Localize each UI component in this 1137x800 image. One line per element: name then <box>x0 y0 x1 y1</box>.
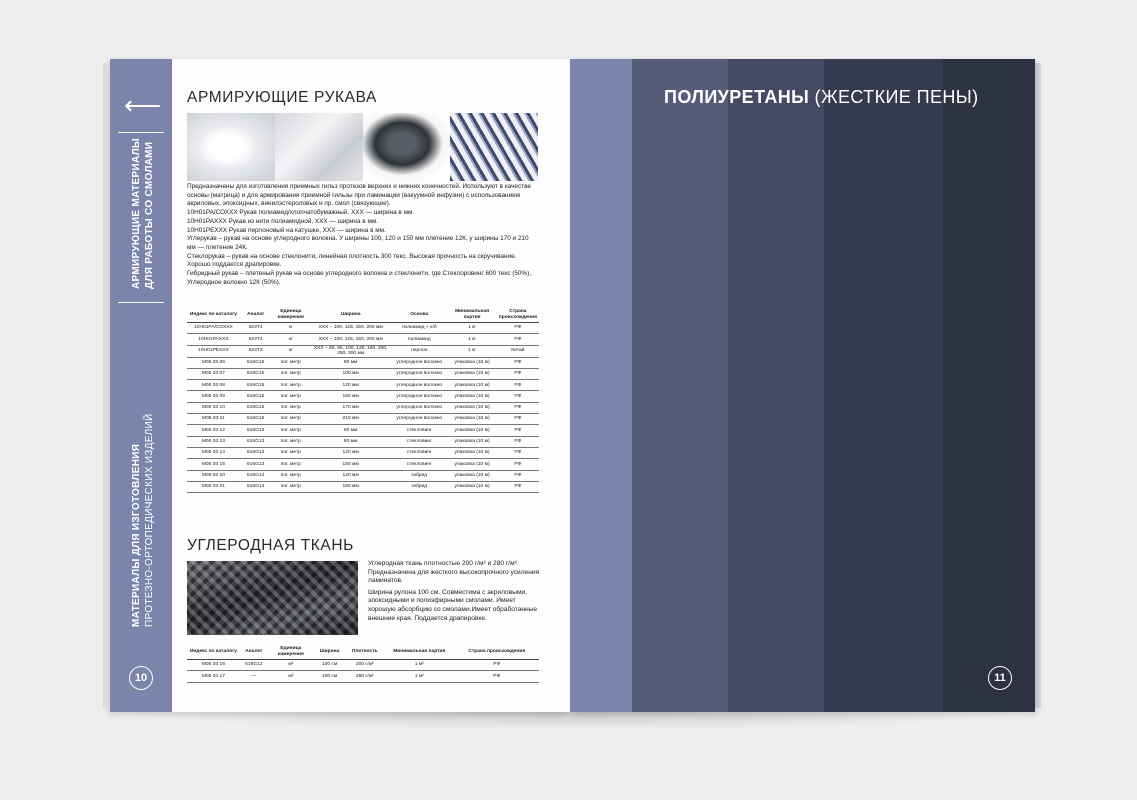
table-row <box>187 323 539 334</box>
white-sleeve-roll-image <box>187 113 275 181</box>
table-cell: 210 мм <box>310 414 391 425</box>
table-header-cell: Основа <box>391 308 447 323</box>
table-cell: пог. метр <box>271 447 310 458</box>
table-cell: 150 мм <box>310 481 391 492</box>
table-cell: М05 03 13 <box>187 436 240 447</box>
table-cell: ХХХ – 100, 125, 150, 200 мм <box>310 334 391 345</box>
sidebar-divider <box>118 302 164 303</box>
table-cell: стекловинг <box>391 447 447 458</box>
table-cell: РФ <box>497 425 539 436</box>
table-cell: М05 03 09 <box>187 391 240 402</box>
table-cell: 100 мм <box>310 368 391 379</box>
table-cell: углеродное волокно <box>391 391 447 402</box>
table-cell: углеродное волокно <box>391 380 447 391</box>
table-cell: — <box>240 671 268 682</box>
table-cell: упаковка (10 м) <box>447 481 496 492</box>
table-cell: 1 кг <box>447 323 496 334</box>
table-header-row <box>187 645 539 660</box>
table-cell: М05 03 16 <box>187 660 240 671</box>
table-cell: 150 мм <box>310 459 391 470</box>
table-cell: пог. метр <box>271 425 310 436</box>
table-cell: 616G13 <box>240 425 272 436</box>
carbon-title: УГЛЕРОДНАЯ ТКАНЬ <box>187 537 354 554</box>
table-cell: пог. метр <box>271 391 310 402</box>
table-cell: ХХХ – 100, 125, 150, 200 мм <box>310 323 391 334</box>
section-prosthetic-line2: ПРОТЕЗНО-ОРТОПЕДИЧЕСКИХ ИЗДЕЛИЙ <box>144 413 155 627</box>
table-cell: РФ <box>497 391 539 402</box>
table-cell: м² <box>268 671 314 682</box>
table-row <box>187 470 539 481</box>
table-cell: 120 мм <box>310 447 391 458</box>
table-cell: М05 03 20 <box>187 470 240 481</box>
table-cell: пог. метр <box>271 380 310 391</box>
table-cell: М05 03 06 <box>187 357 240 368</box>
table-cell: кг <box>271 334 310 345</box>
desc-paragraph: Стеклорукав – рукав на основе стеклонити, линейная плотность 300 текс. Высокая прочность на скручивание. Хорошо поддается драпировке. <box>187 252 517 269</box>
table-cell: кг <box>271 345 310 357</box>
table-cell: кг <box>271 323 310 334</box>
table-cell: 120 мм <box>310 470 391 481</box>
color-stripes <box>570 59 1035 712</box>
table-cell: 616G15 <box>240 414 272 425</box>
table-cell: РФ <box>454 660 539 671</box>
table-row <box>187 660 539 671</box>
table-cell: пог. метр <box>271 481 310 492</box>
table-cell: пог. метр <box>271 414 310 425</box>
carbon-sleeve-image <box>363 113 451 181</box>
table-cell: полиамид + х/б <box>391 323 447 334</box>
table-cell: 10Н01РА/СОХХХ <box>187 323 240 334</box>
sleeves-title: АРМИРУЮЩИЕ РУКАВА <box>187 89 377 106</box>
table-cell: стекловинг <box>391 425 447 436</box>
back-arrow-icon: ⟵ <box>124 90 162 120</box>
table-header-cell: Минимальная партия <box>384 645 454 660</box>
table-cell: упаковка (10 м) <box>447 459 496 470</box>
table-cell: 616G12 <box>240 660 268 671</box>
table-cell: упаковка (10 м) <box>447 391 496 402</box>
left-page <box>110 59 570 712</box>
table-cell: 616G13 <box>240 447 272 458</box>
table-row <box>187 425 539 436</box>
table-row <box>187 391 539 402</box>
table-cell: М05 03 08 <box>187 380 240 391</box>
table-row <box>187 436 539 447</box>
carbon-description <box>368 560 540 626</box>
table-cell: 616G15 <box>240 357 272 368</box>
table-row <box>187 334 539 345</box>
table-cell: РФ <box>497 368 539 379</box>
table-cell: углеродное волокно <box>391 414 447 425</box>
table-cell: РФ <box>497 334 539 345</box>
table-cell: пог. метр <box>271 357 310 368</box>
desc-paragraph: Углерукав – рукав на основе углеродного волокна. У ширины 100, 120 и 150 мм плетение 12К, у ширины 170 и 210 мм — плетение 24К. <box>187 235 529 251</box>
desc-paragraph: Предназначены для изготовления приемных гильз протезов верхних и нижних конечностей. Используют в качестве основы (матрица) и для армирования приемной гильзы при ламинации (вакуумной инфузии) с использованием акриловых, эпоксидных, винилэстероловых и пр. смол (связующее). <box>187 183 531 208</box>
table-cell: 60 мм <box>310 425 391 436</box>
table-cell: упаковка (10 м) <box>447 357 496 368</box>
table-cell: М05 03 17 <box>187 671 240 682</box>
table-header-cell: Минимальная партия <box>447 308 496 323</box>
table-cell: 616G14 <box>240 470 272 481</box>
table-cell: ХХХ – 60, 80, 100, 120, 150, 200, 250, 300 мм <box>310 345 391 357</box>
table-header-cell: Индекс по каталогу <box>187 308 240 323</box>
sidebar-divider <box>118 132 164 133</box>
table-cell: 200 г/м² <box>345 660 384 671</box>
right-page <box>570 59 1035 712</box>
table-cell: 616G13 <box>240 459 272 470</box>
table-row <box>187 345 539 357</box>
table-cell: упаковка (10 м) <box>447 470 496 481</box>
table-cell: Китай <box>497 345 539 357</box>
color-stripe <box>824 59 943 712</box>
table-cell: стекловинг <box>391 459 447 470</box>
desc-paragraph: 10Н01РЕХХХ Рукав перлоновый на катушке, ХХХ — ширина в мм. <box>187 226 386 234</box>
table-cell: 616G15 <box>240 380 272 391</box>
table-cell: перлон <box>391 345 447 357</box>
sleeves-description <box>187 183 539 287</box>
color-stripe <box>632 59 728 712</box>
sleeves-table <box>187 308 539 493</box>
table-header-cell: Единица измерения <box>271 308 310 323</box>
table-cell: упаковка (10 м) <box>447 425 496 436</box>
table-cell: М05 03 07 <box>187 368 240 379</box>
table-header-cell: Страна происхождения <box>454 645 539 660</box>
title-rest-part: (ЖЕСТКИЕ ПЕНЫ) <box>809 87 979 107</box>
table-cell: РФ <box>497 357 539 368</box>
table-cell: 170 мм <box>310 402 391 413</box>
table-cell: 100 см <box>314 671 346 682</box>
table-row <box>187 414 539 425</box>
table-cell: 1 м² <box>384 660 454 671</box>
table-cell: 120 мм <box>310 380 391 391</box>
table-cell: М05 03 12 <box>187 425 240 436</box>
table-cell: РФ <box>497 323 539 334</box>
table-cell: стекловинг <box>391 436 447 447</box>
table-cell: гибрид <box>391 470 447 481</box>
carbon-fabric-image <box>187 561 358 635</box>
table-cell: пог. метр <box>271 436 310 447</box>
desc-paragraph: 10Н01РА/СОХХХ Рукав полиамид/хлопчатобумажный, ХХХ — ширина в мм. <box>187 209 415 217</box>
table-cell: 623Т3 <box>240 345 272 357</box>
table-cell: РФ <box>454 671 539 682</box>
desc-paragraph: 10Н01РАХХХ Рукав из нити полиамидной, ХХХ — ширина в мм. <box>187 217 379 225</box>
table-cell: пог. метр <box>271 368 310 379</box>
table-row <box>187 380 539 391</box>
table-cell: М05 03 14 <box>187 447 240 458</box>
braided-sleeve-image <box>450 113 538 181</box>
sleeves-photos <box>187 113 538 181</box>
table-cell: пог. метр <box>271 470 310 481</box>
table-cell: 10Н01РАХХХ <box>187 334 240 345</box>
table-cell: РФ <box>497 447 539 458</box>
color-stripe <box>943 59 1035 712</box>
table-cell: 10Н01РЕХХХ <box>187 345 240 357</box>
table-cell: РФ <box>497 436 539 447</box>
table-header-cell: Страна происхождения <box>497 308 539 323</box>
color-stripe <box>570 59 632 712</box>
table-cell: упаковка (10 м) <box>447 402 496 413</box>
sidebar-section-resins <box>130 138 156 289</box>
table-row <box>187 357 539 368</box>
table-cell: гибрид <box>391 481 447 492</box>
table-cell: 623Т4 <box>240 323 272 334</box>
table-cell: углеродное волокно <box>391 357 447 368</box>
carbon-table <box>187 645 539 683</box>
table-row <box>187 481 539 492</box>
table-cell: РФ <box>497 414 539 425</box>
table-cell: упаковка (10 м) <box>447 447 496 458</box>
table-cell: 616G15 <box>240 368 272 379</box>
table-cell: 80 мм <box>310 436 391 447</box>
table-row <box>187 447 539 458</box>
section-resins-line1: АРМИРУЮЩИЕ МАТЕРИАЛЫ <box>131 137 142 289</box>
table-cell: упаковка (10 м) <box>447 368 496 379</box>
table-cell: полиамид <box>391 334 447 345</box>
polyurethanes-title <box>664 87 978 108</box>
table-cell: 280 г/м² <box>345 671 384 682</box>
table-header-cell: Аналог <box>240 645 268 660</box>
table-cell: углеродное волокно <box>391 402 447 413</box>
table-cell: М05 03 15 <box>187 459 240 470</box>
table-cell: 616G15 <box>240 402 272 413</box>
carbon-paragraph: Ширина рулона 100 см. Совместима с акриловыми, эпоксидными и полиэфирными смолами. Имеет хорошую абсорбцию со смолами.Имеет обработанные внешние края. Поддается драпировке. <box>368 588 538 622</box>
table-header-cell: Ширина <box>310 308 391 323</box>
table-header-cell: Ширина <box>314 645 346 660</box>
table-row <box>187 671 539 682</box>
table-cell: 1 кг <box>447 334 496 345</box>
table-cell: РФ <box>497 470 539 481</box>
sidebar <box>110 59 172 712</box>
table-cell: 150 мм <box>310 391 391 402</box>
table-cell: пог. метр <box>271 459 310 470</box>
table-cell: М05 03 21 <box>187 481 240 492</box>
table-cell: 623Т4 <box>240 334 272 345</box>
sidebar-section-prosthetic <box>130 413 156 627</box>
color-stripe <box>728 59 824 712</box>
table-cell: 1 кг <box>447 345 496 357</box>
table-cell: 80 мм <box>310 357 391 368</box>
table-cell: 1 м² <box>384 671 454 682</box>
table-cell: упаковка (10 м) <box>447 436 496 447</box>
table-cell: М05 03 10 <box>187 402 240 413</box>
table-cell: РФ <box>497 481 539 492</box>
table-cell: М05 03 11 <box>187 414 240 425</box>
table-row <box>187 368 539 379</box>
table-cell: упаковка (10 м) <box>447 414 496 425</box>
section-prosthetic-line1: МАТЕРИАЛЫ ДЛЯ ИЗГОТОВЛЕНИЯ <box>131 443 142 627</box>
table-cell: пог. метр <box>271 402 310 413</box>
nylon-sleeve-image <box>275 113 363 181</box>
table-cell: РФ <box>497 459 539 470</box>
table-cell: РФ <box>497 402 539 413</box>
table-cell: РФ <box>497 380 539 391</box>
table-cell: углеродное волокно <box>391 368 447 379</box>
page-number-left: 10 <box>129 666 153 690</box>
table-cell: 616G14 <box>240 481 272 492</box>
table-cell: 616G15 <box>240 391 272 402</box>
table-header-row <box>187 308 539 323</box>
table-row <box>187 459 539 470</box>
section-resins-line2: ДЛЯ РАБОТЫ СО СМОЛАМИ <box>144 141 155 289</box>
page-number-right: 11 <box>988 666 1012 690</box>
table-cell: 616G13 <box>240 436 272 447</box>
table-cell: 100 см <box>314 660 346 671</box>
carbon-paragraph: Углеродная ткань плотностью 200 г/м² и 280 г/м². Предназначена для жесткого высокопрочного усиления ламинатов. <box>368 560 540 585</box>
table-header-cell: Аналог <box>240 308 272 323</box>
table-header-cell: Плотность <box>345 645 384 660</box>
table-row <box>187 402 539 413</box>
table-cell: м² <box>268 660 314 671</box>
title-bold-part: ПОЛИУРЕТАНЫ <box>664 87 810 107</box>
table-cell: упаковка (10 м) <box>447 380 496 391</box>
table-header-cell: Единица измерения <box>268 645 314 660</box>
desc-paragraph: Гибридный рукав – плетеный рукав на основе углеродного волокна и стеклонити, где Стеклоровинг 600 текс (50%), Углеродное волокно 12К (50%). <box>187 270 532 286</box>
table-header-cell: Индекс по каталогу <box>187 645 240 660</box>
